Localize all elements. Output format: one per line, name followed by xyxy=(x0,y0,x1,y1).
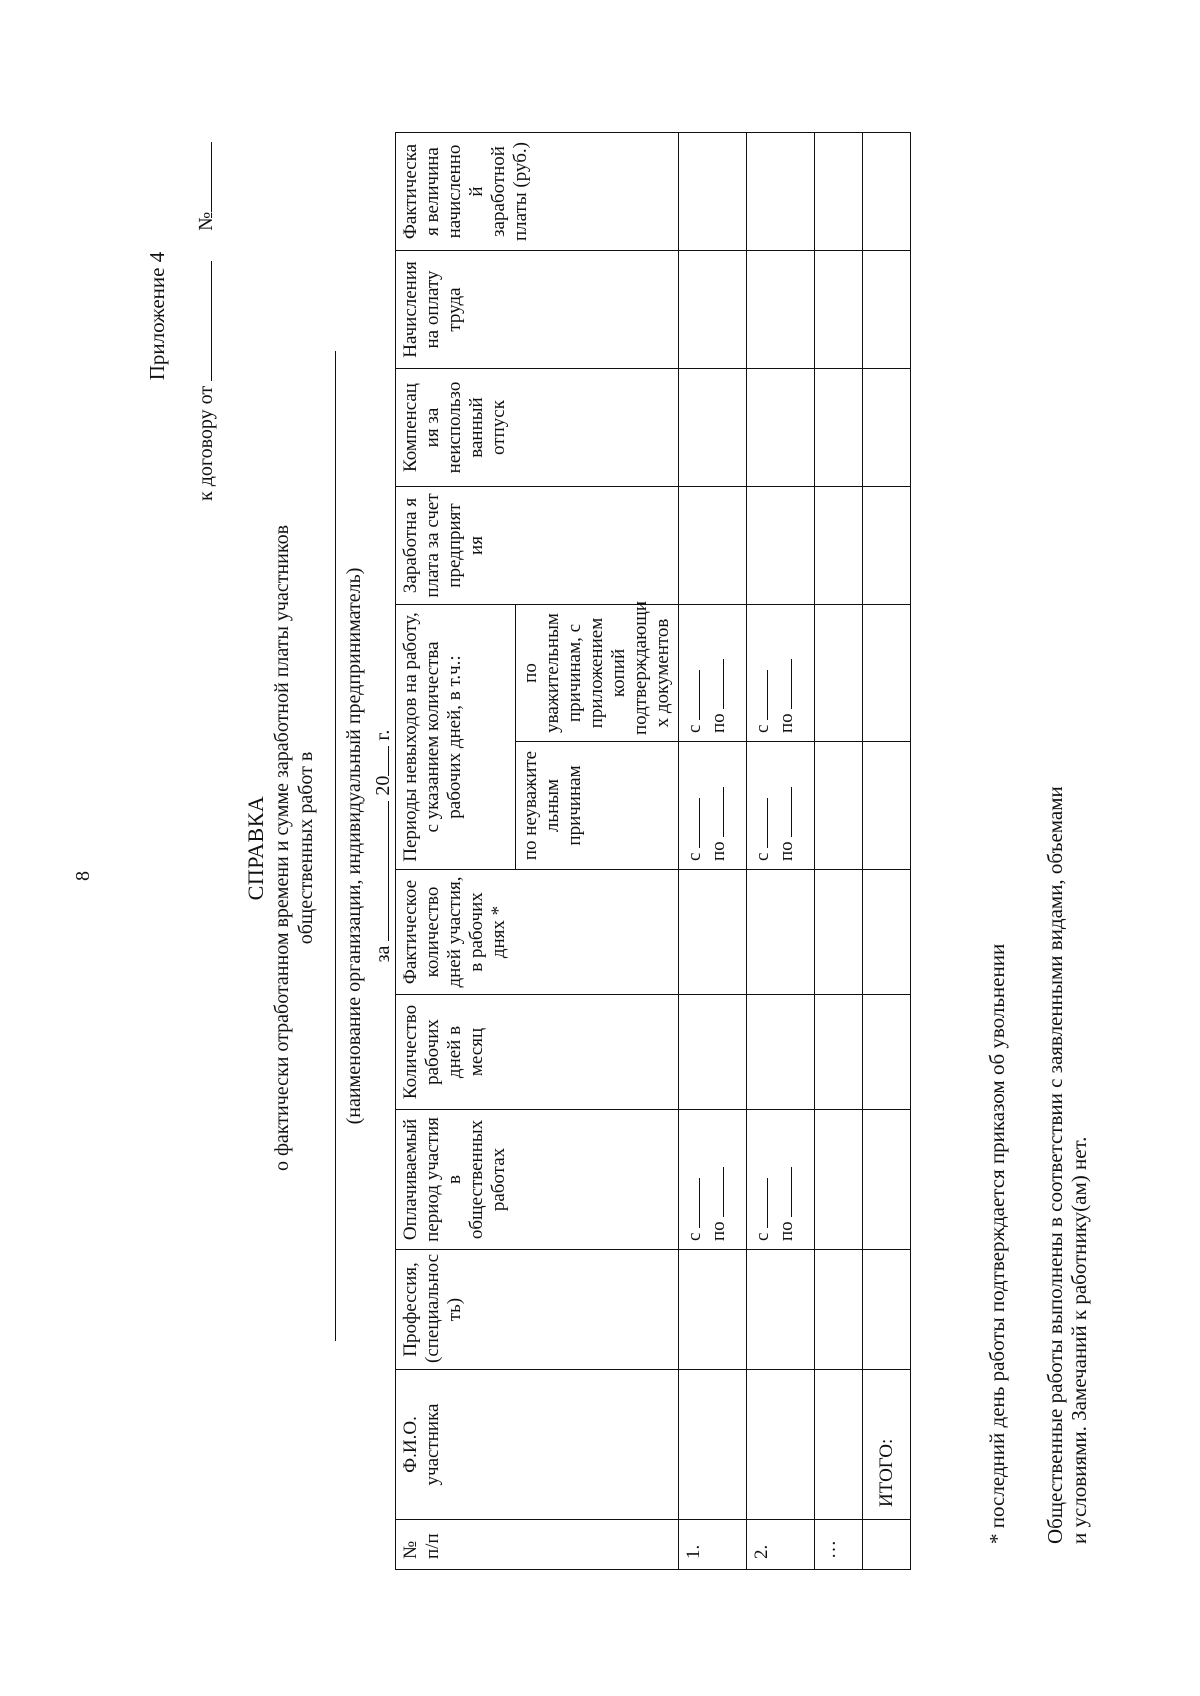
cell-paid-period: с по xyxy=(747,1110,815,1250)
footnote: * последний день работы подтверждается приказом об увольнении xyxy=(985,943,1009,1544)
contract-date-blank xyxy=(211,261,212,381)
document-subtitle xyxy=(270,348,318,1348)
total-num-cell xyxy=(863,1520,911,1570)
cell-name xyxy=(679,1370,747,1520)
total-actual-days xyxy=(863,870,911,995)
total-actual-salary xyxy=(863,133,911,251)
cell-accruals xyxy=(815,251,863,369)
header-absence-unexcused: по неуважите льным причинам xyxy=(516,742,679,870)
cell-actual-salary xyxy=(747,133,815,251)
cell-compensation xyxy=(679,369,747,487)
cell-name xyxy=(815,1370,863,1520)
header-absence-excused: по уважительным причинам, с приложением копий подтверждающи х документов xyxy=(516,605,679,742)
total-label: ИТОГО: xyxy=(863,1370,911,1520)
organization-blank-line xyxy=(335,351,336,1341)
cell-salary xyxy=(679,487,747,605)
cell-profession xyxy=(679,1250,747,1370)
cell-workdays-month xyxy=(815,995,863,1110)
table-header-row xyxy=(396,15,516,1570)
total-workdays-month xyxy=(863,995,911,1110)
cell-name xyxy=(747,1370,815,1520)
period-prefix: за xyxy=(372,945,394,963)
appendix-title: Приложение 4 xyxy=(145,251,169,381)
footer-statement-line-1: Общественные работы выполнены в соответствии с заявленными видами, объемами xyxy=(1043,786,1067,1544)
header-actual-salary: Фактическа я величина начисленно й заработной платы (руб.) xyxy=(396,133,679,251)
cell-salary xyxy=(747,487,815,605)
table-row xyxy=(679,15,747,1570)
cell-actual-days xyxy=(747,870,815,995)
total-row xyxy=(863,15,911,1570)
period-year-blank xyxy=(388,746,389,776)
period-month-blank xyxy=(388,801,389,941)
cell-actual-salary xyxy=(815,133,863,251)
header-profession: Профессия, (специальнос ть) xyxy=(396,1250,679,1370)
report-period xyxy=(372,546,395,1146)
total-paid-period xyxy=(863,1110,911,1250)
header-actual-days: Фактическое количество дней участия, в рабочих днях * xyxy=(396,870,679,995)
cell-absence-unexcused: с по xyxy=(679,742,747,870)
cell-workdays-month xyxy=(747,995,815,1110)
cell-actual-salary xyxy=(679,133,747,251)
cell-absence-excused: с по xyxy=(679,605,747,742)
subtitle-line-1: о фактически отработанном времени и сумме заработной платы участников xyxy=(271,524,293,1172)
table-row xyxy=(747,15,815,1570)
header-workdays-month: Количество рабочих дней в месяц xyxy=(396,995,679,1110)
cell-profession xyxy=(747,1250,815,1370)
header-paid-period: Оплачиваемый период участия в общественных работах xyxy=(396,1110,679,1250)
header-name: Ф.И.О. участника xyxy=(396,1370,679,1520)
contract-reference xyxy=(195,142,218,501)
header-salary: Заработна я плата за счет предприят ия xyxy=(396,487,679,605)
header-compensation: Компенсац ия за неиспользо ванный отпуск xyxy=(396,369,679,487)
period-year-prefix: 20 xyxy=(372,775,394,796)
cell-salary xyxy=(815,487,863,605)
subtitle-line-2: общественных работ в xyxy=(295,751,317,945)
cell-paid-period xyxy=(815,1110,863,1250)
cell-paid-period: с по xyxy=(679,1110,747,1250)
cell-absence-unexcused: с по xyxy=(747,742,815,870)
total-profession xyxy=(863,1250,911,1370)
table-row xyxy=(815,15,863,1570)
header-num: № п/п xyxy=(396,1520,679,1570)
cell-compensation xyxy=(747,369,815,487)
cell-absence-unexcused xyxy=(815,742,863,870)
cell-workdays-month xyxy=(679,995,747,1110)
contract-number-sign: № xyxy=(195,211,217,231)
header-absence-group: Периоды невыходов на работу, с указанием количества рабочих дней, в т.ч.: xyxy=(396,605,516,870)
total-salary xyxy=(863,487,911,605)
row-num: 2. xyxy=(747,1520,815,1570)
participants-table xyxy=(395,14,911,1570)
cell-accruals xyxy=(747,251,815,369)
cell-profession xyxy=(815,1250,863,1370)
cell-absence-excused: с по xyxy=(747,605,815,742)
footer-statement-line-2: и условиями. Замечаний к работнику(ам) нет. xyxy=(1067,1136,1091,1544)
cell-actual-days xyxy=(815,870,863,995)
cell-accruals xyxy=(679,251,747,369)
organization-caption: (наименование организации, индивидуальный предприниматель) xyxy=(343,567,365,1125)
row-num: … xyxy=(815,1520,863,1570)
document-title: СПРАВКА xyxy=(243,795,268,901)
header-accruals: Начисления на оплату труда xyxy=(396,251,679,369)
contract-prefix: к договору от xyxy=(195,385,217,501)
cell-actual-days xyxy=(679,870,747,995)
row-num: 1. xyxy=(679,1520,747,1570)
total-absence-unexcused xyxy=(863,742,911,870)
page-number: 8 xyxy=(72,871,94,881)
total-compensation xyxy=(863,369,911,487)
total-absence-excused xyxy=(863,605,911,742)
cell-absence-excused xyxy=(815,605,863,742)
cell-compensation xyxy=(815,369,863,487)
contract-number-blank xyxy=(211,142,212,212)
period-year-suffix: г. xyxy=(372,729,394,741)
total-accruals xyxy=(863,251,911,369)
